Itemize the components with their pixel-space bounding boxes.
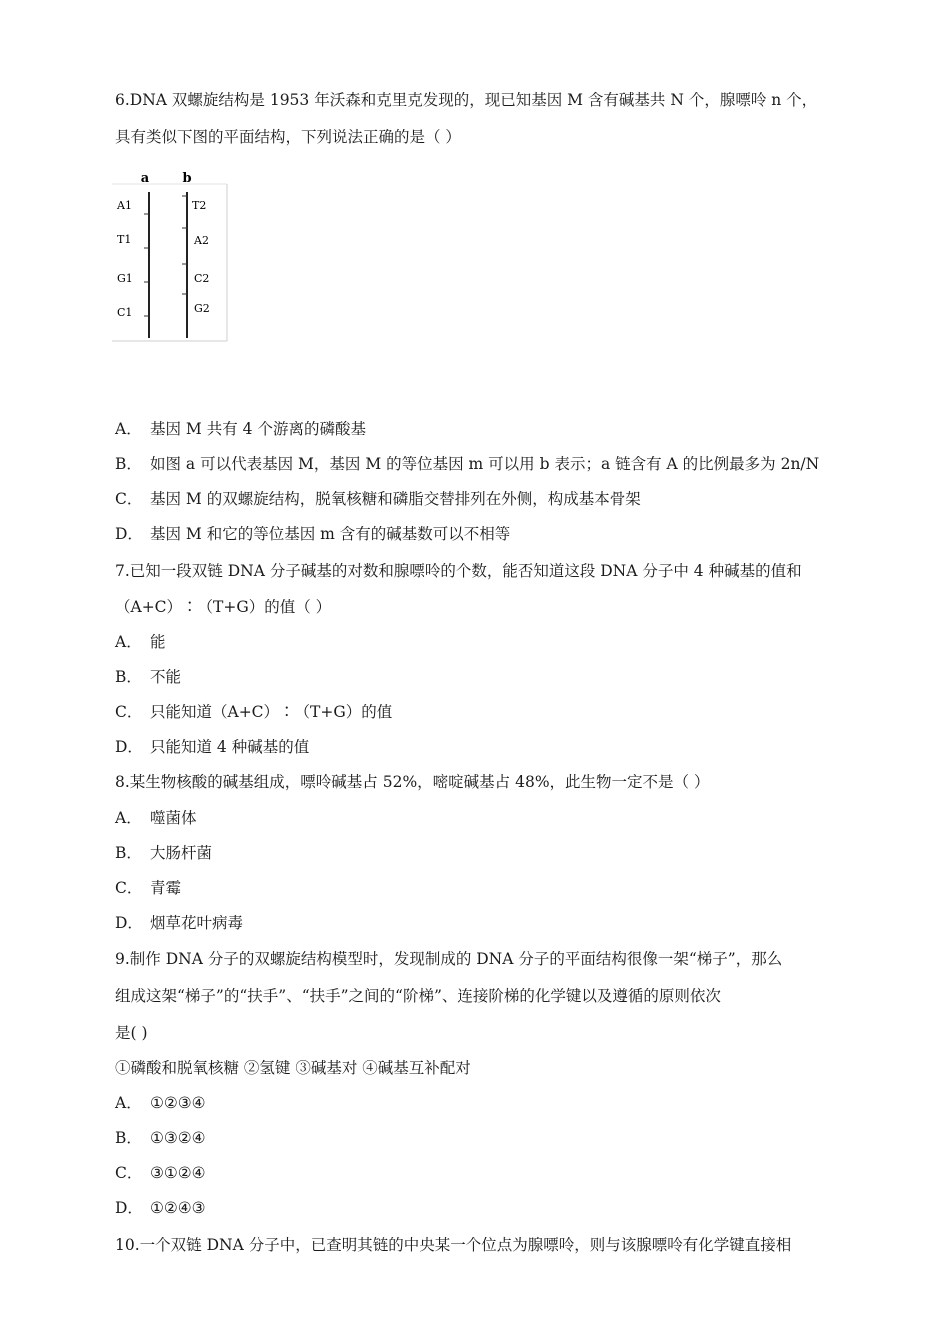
q6-stem-line2: 具有类似下图的平面结构，下列说法正确的是（ ） [115, 128, 461, 146]
q7-option-a: A． 能 [115, 633, 166, 651]
q9-stem-line3: 是( ) [115, 1024, 148, 1042]
q8-stem-line1: 8.某生物核酸的碱基组成，嘌呤碱基占 52%，嘧啶碱基占 48%，此生物一定不是（ ） [115, 773, 710, 791]
q6-option-d: D． 基因 M 和它的等位基因 m 含有的碱基数可以不相等 [115, 525, 511, 543]
b-base-2: A2 [194, 234, 209, 247]
q9-option-d: D． ①②④③ [115, 1199, 206, 1217]
q7-option-d: D． 只能知道 4 种碱基的值 [115, 738, 310, 756]
q8-option-a: A． 噬菌体 [115, 809, 197, 827]
q9-option-c: C． ③①②④ [115, 1164, 206, 1182]
q7-option-b: B． 不能 [115, 668, 182, 686]
strand-a-label: a [140, 171, 150, 186]
q6-stem-line1: 6.DNA 双螺旋结构是 1953 年沃森和克里克发现的，现已知基因 M 含有碱基共 N 个，腺嘌呤 n 个， [115, 91, 818, 109]
b-base-1: T2 [192, 199, 207, 212]
q8-option-c: C． 青霉 [115, 879, 182, 897]
a-base-3: G1 [117, 272, 133, 285]
a-base-1: A1 [117, 199, 132, 212]
q9-item-list: ①磷酸和脱氧核糖 ②氢键 ③碱基对 ④碱基互补配对 [115, 1059, 471, 1077]
a-base-4: C1 [117, 306, 133, 319]
q7-stem-line1: 7.已知一段双链 DNA 分子碱基的对数和腺嘌呤的个数，能否知道这段 DNA 分子中 4 种碱基的值和 [115, 562, 802, 580]
b-base-3: C2 [194, 272, 210, 285]
q7-stem-line2: （A+C）∶（T+G）的值（ ） [115, 598, 332, 616]
q9-option-b: B． ①③②④ [115, 1129, 206, 1147]
strand-b-label: b [182, 171, 192, 186]
q6-option-b: B． 如图 a 可以代表基因 M，基因 M 的等位基因 m 可以用 b 表示；a 链含有 A 的比例最多为 2n/N [115, 455, 820, 473]
q9-stem-line2: 组成这架“梯子”的“扶手”、“扶手”之间的“阶梯”、连接阶梯的化学键以及遵循的原则依次 [115, 987, 721, 1005]
a-base-2: T1 [117, 233, 132, 246]
q8-option-d: D． 烟草花叶病毒 [115, 914, 244, 932]
q8-option-b: B． 大肠杆菌 [115, 844, 213, 862]
q6-option-a: A． 基因 M 共有 4 个游离的磷酸基 [115, 420, 366, 438]
q9-option-a: A． ①②③④ [115, 1094, 206, 1112]
q7-option-c: C． 只能知道（A+C）∶（T+G）的值 [115, 703, 393, 721]
q6-option-c: C． 基因 M 的双螺旋结构，脱氧核糖和磷脂交替排列在外侧，构成基本骨架 [115, 490, 641, 508]
q10-stem-line1: 10.一个双链 DNA 分子中，已查明其链的中央某一个位点为腺嘌呤，则与该腺嘌呤有化学键直接相 [115, 1236, 792, 1254]
b-base-4: G2 [194, 302, 210, 315]
dna-strand-figure [112, 168, 232, 344]
q9-stem-line1: 9.制作 DNA 分子的双螺旋结构模型时，发现制成的 DNA 分子的平面结构很像一架“梯子”，那么 [115, 950, 783, 968]
